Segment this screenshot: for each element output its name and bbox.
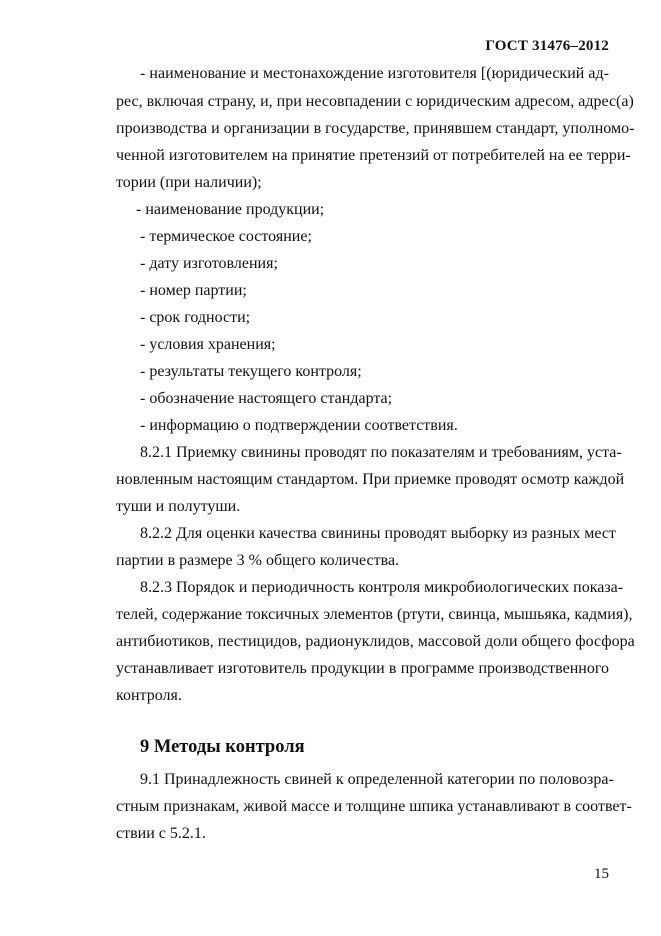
text-line: 9.1 Принадлежность свиней к определенной категории по половозра- xyxy=(140,771,614,788)
list-item: - условия хранения; xyxy=(140,336,276,353)
text-line: 8.2.3 Порядок и периодичность контроля микробиологических показа- xyxy=(140,579,624,596)
text-line: партии в размере 3 % общего количества. xyxy=(116,552,400,569)
text-line: производства и организации в государстве, принявшем стандарт, уполномо- xyxy=(116,120,635,137)
list-item: - срок годности; xyxy=(140,309,251,326)
text-line: контроля. xyxy=(116,687,182,704)
page-number: 15 xyxy=(594,866,609,882)
list-item: - дату изготовления; xyxy=(140,255,278,272)
list-item: - информацию о подтверждении соответствия. xyxy=(140,417,458,434)
list-item: - наименование продукции; xyxy=(136,201,325,218)
text-line: 8.2.1 Приемку свинины проводят по показателям и требованиям, уста- xyxy=(140,444,622,461)
text-line: тории (при наличии); xyxy=(116,174,262,191)
document-code: ГОСТ 31476–2012 xyxy=(485,38,609,54)
text-line: туши и полутуши. xyxy=(116,498,241,515)
text-line: стным признакам, живой массе и толщине шпика устанавливают в соответ- xyxy=(116,798,632,815)
text-line: рес, включая страну, и, при несовпадении с юридическим адресом, адрес(а) xyxy=(116,93,634,110)
text-line: новленным настоящим стандартом. При приемке проводят осмотр каждой xyxy=(116,471,625,488)
section-heading: 9 Методы контроля xyxy=(140,737,305,757)
text-line: - наименование и местонахождение изготовителя [(юридический ад- xyxy=(140,65,609,82)
text-line: телей, содержание токсичных элементов (ртути, свинца, мышьяка, кадмия), xyxy=(116,606,633,623)
text-line: 8.2.2 Для оценки качества свинины проводят выборку из разных мест xyxy=(140,525,616,542)
text-line: антибиотиков, пестицидов, радионуклидов, массовой доли общего фосфора xyxy=(116,633,635,650)
text-line: ствии с 5.2.1. xyxy=(116,825,206,842)
list-item: - результаты текущего контроля; xyxy=(140,363,362,380)
list-item: - термическое состояние; xyxy=(140,228,312,245)
text-line: ченной изготовителем на принятие претензий от потребителей на ее терри- xyxy=(116,147,631,164)
text-line: устанавливает изготовитель продукции в программе производственного xyxy=(116,660,609,677)
list-item: - обозначение настоящего стандарта; xyxy=(140,390,393,407)
list-item: - номер партии; xyxy=(140,282,247,299)
